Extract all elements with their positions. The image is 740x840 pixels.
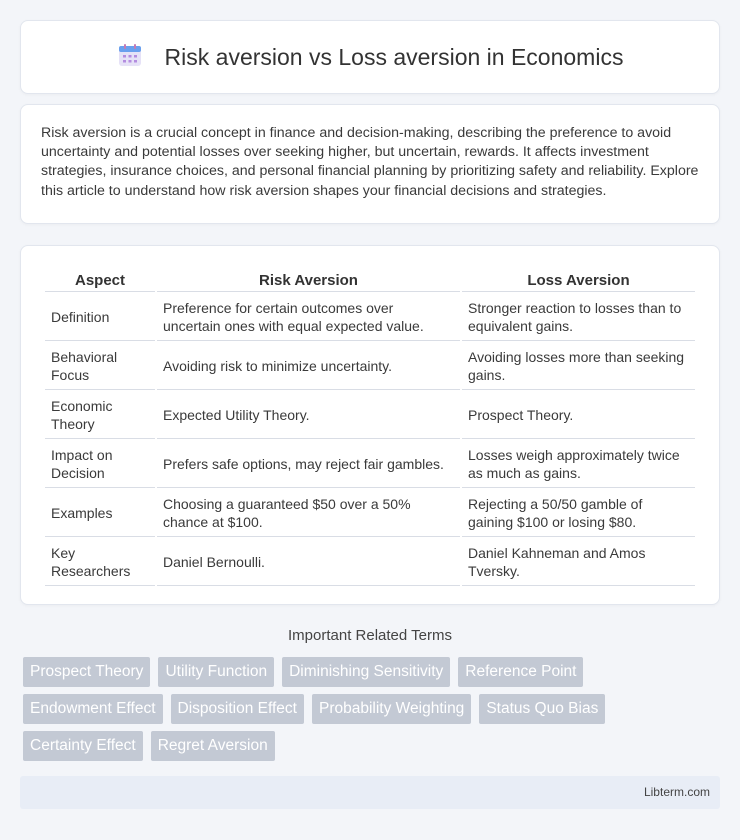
loss-aversion-cell: Prospect Theory. bbox=[462, 392, 695, 439]
header bbox=[117, 42, 624, 73]
loss-aversion-cell: Avoiding losses more than seeking gains. bbox=[462, 343, 695, 390]
table-row bbox=[45, 441, 695, 488]
comparison-table bbox=[43, 266, 697, 588]
table-row bbox=[45, 392, 695, 439]
loss-aversion-cell: Daniel Kahneman and Amos Tversky. bbox=[462, 539, 695, 586]
page-title: Risk aversion vs Loss aversion in Economics bbox=[164, 43, 624, 70]
column-header-loss-aversion: Loss Aversion bbox=[462, 268, 695, 292]
related-term-tag[interactable]: Reference Point bbox=[458, 657, 583, 687]
risk-aversion-cell: Choosing a guaranteed $50 over a 50% chance at $100. bbox=[157, 490, 460, 537]
related-term-tag[interactable]: Disposition Effect bbox=[171, 694, 304, 724]
loss-aversion-cell: Losses weigh approximately twice as much as gains. bbox=[462, 441, 695, 488]
related-term-tag[interactable]: Regret Aversion bbox=[151, 731, 275, 761]
related-term-tag[interactable]: Certainty Effect bbox=[23, 731, 143, 761]
loss-aversion-cell: Stronger reaction to losses than to equivalent gains. bbox=[462, 294, 695, 341]
related-terms-title: Important Related Terms bbox=[288, 627, 452, 644]
footer-site-link[interactable]: Libterm.com bbox=[643, 785, 710, 799]
risk-aversion-cell: Preference for certain outcomes over uncertain ones with equal expected value. bbox=[157, 294, 460, 341]
related-terms-list bbox=[23, 657, 723, 761]
risk-aversion-cell: Expected Utility Theory. bbox=[157, 392, 460, 439]
loss-aversion-cell: Rejecting a 50/50 gamble of gaining $100 or losing $80. bbox=[462, 490, 695, 537]
risk-aversion-cell: Avoiding risk to minimize uncertainty. bbox=[157, 343, 460, 390]
intro-paragraph: Risk aversion is a crucial concept in finance and decision-making, describing the preference to avoid uncertainty and potential losses over seeking higher, but uncertain, rewards. It affects investment strategies, insurance choices, and personal financial planning by prioritizing safety and reliability. Explore this article to understand how risk aversion shapes your financial decisions and strategies. bbox=[41, 125, 699, 199]
column-header-risk-aversion: Risk Aversion bbox=[157, 268, 460, 292]
aspect-cell: Economic Theory bbox=[45, 392, 155, 439]
related-term-tag[interactable]: Probability Weighting bbox=[312, 694, 471, 724]
header-card bbox=[20, 20, 720, 94]
comparison-card bbox=[20, 245, 720, 605]
aspect-cell: Impact on Decision bbox=[45, 441, 155, 488]
related-term-tag[interactable]: Status Quo Bias bbox=[479, 694, 605, 724]
related-term-tag[interactable]: Utility Function bbox=[158, 657, 274, 687]
footer bbox=[20, 776, 720, 809]
table-row bbox=[45, 539, 695, 586]
table-row bbox=[45, 490, 695, 537]
aspect-cell: Examples bbox=[45, 490, 155, 537]
risk-aversion-cell: Daniel Bernoulli. bbox=[157, 539, 460, 586]
table-row bbox=[45, 343, 695, 390]
table-header-row bbox=[45, 268, 695, 292]
calendar-icon bbox=[117, 42, 143, 73]
aspect-cell: Key Researchers bbox=[45, 539, 155, 586]
related-term-tag[interactable]: Diminishing Sensitivity bbox=[282, 657, 450, 687]
risk-aversion-cell: Prefers safe options, may reject fair gambles. bbox=[157, 441, 460, 488]
intro-card bbox=[20, 104, 720, 224]
aspect-cell: Definition bbox=[45, 294, 155, 341]
aspect-cell: Behavioral Focus bbox=[45, 343, 155, 390]
table-row bbox=[45, 294, 695, 341]
related-term-tag[interactable]: Prospect Theory bbox=[23, 657, 150, 687]
related-term-tag[interactable]: Endowment Effect bbox=[23, 694, 163, 724]
column-header-aspect: Aspect bbox=[45, 268, 155, 292]
